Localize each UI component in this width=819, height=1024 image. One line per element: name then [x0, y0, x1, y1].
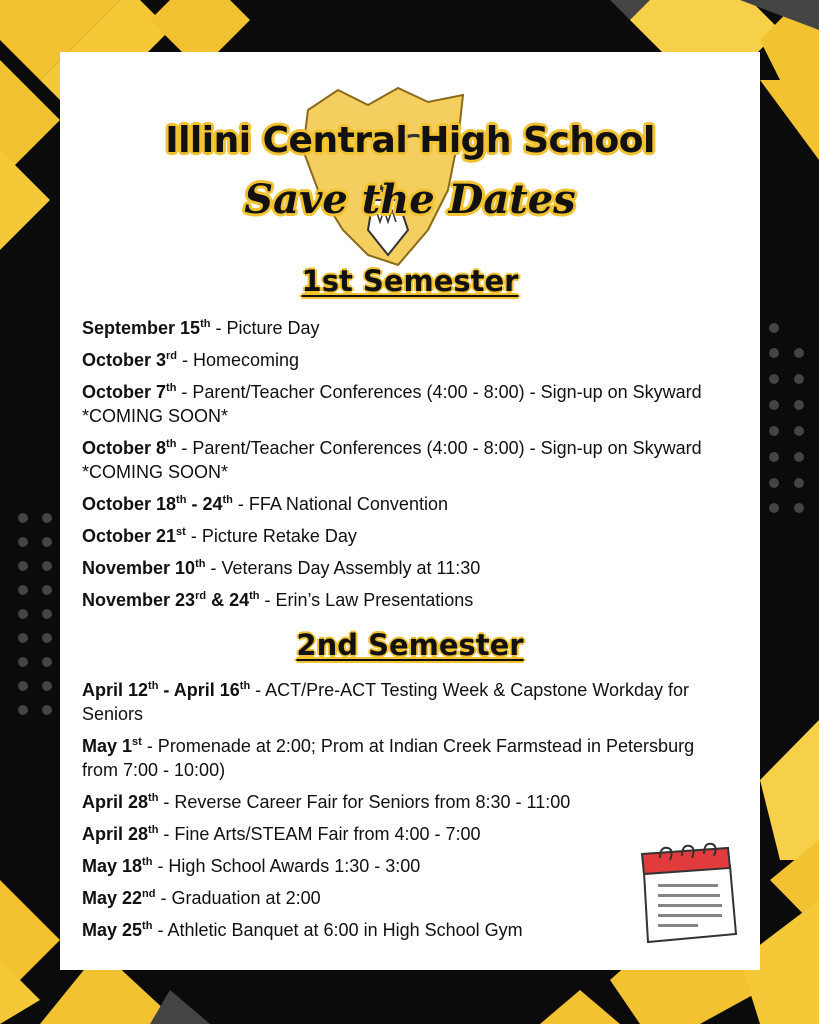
list-item: April 12th - April 16th - ACT/Pre-ACT Testing Week & Capstone Workday for Seniors [82, 680, 690, 724]
calendar-icon [638, 842, 738, 946]
panther-icon [288, 80, 478, 270]
flyer-card [60, 52, 760, 970]
semester-2-list [82, 678, 732, 950]
save-the-dates-title: Save the Dates [244, 176, 576, 223]
semester-1-heading: 1st Semester [301, 264, 519, 298]
dot-grid-right [764, 318, 814, 518]
list-item: May 25th - Athletic Banquet at 6:00 in High School Gym [82, 920, 523, 940]
list-item: October 18th - 24th - FFA National Convention [82, 494, 448, 514]
list-item: October 8th - Parent/Teacher Conferences (4:00 - 8:00) - Sign-up on Skyward *COMING SOON* [82, 438, 702, 482]
list-item: May 18th - High School Awards 1:30 - 3:00 [82, 856, 421, 876]
list-item: October 7th - Parent/Teacher Conferences (4:00 - 8:00) - Sign-up on Skyward *COMING SOON* [82, 382, 702, 426]
list-item: November 10th - Veterans Day Assembly at 11:30 [82, 558, 481, 578]
list-item: May 22nd - Graduation at 2:00 [82, 888, 321, 908]
list-item: October 3rd - Homecoming [82, 350, 300, 370]
list-item: October 21st - Picture Retake Day [82, 526, 357, 546]
semester-1-list [82, 316, 742, 620]
list-item: April 28th - Fine Arts/STEAM Fair from 4:00 - 7:00 [82, 824, 481, 844]
list-item: April 28th - Reverse Career Fair for Seniors from 8:30 - 11:00 [82, 792, 571, 812]
school-title: Illini Central High School [165, 120, 655, 161]
dot-grid-left [14, 510, 64, 740]
list-item: November 23rd & 24th - Erin’s Law Presentations [82, 590, 474, 610]
list-item: May 1st - Promenade at 2:00; Prom at Indian Creek Farmstead in Petersburg from 7:00 - 10:00) [82, 736, 695, 780]
list-item: September 15th - Picture Day [82, 318, 320, 338]
semester-2-heading: 2nd Semester [296, 628, 524, 662]
